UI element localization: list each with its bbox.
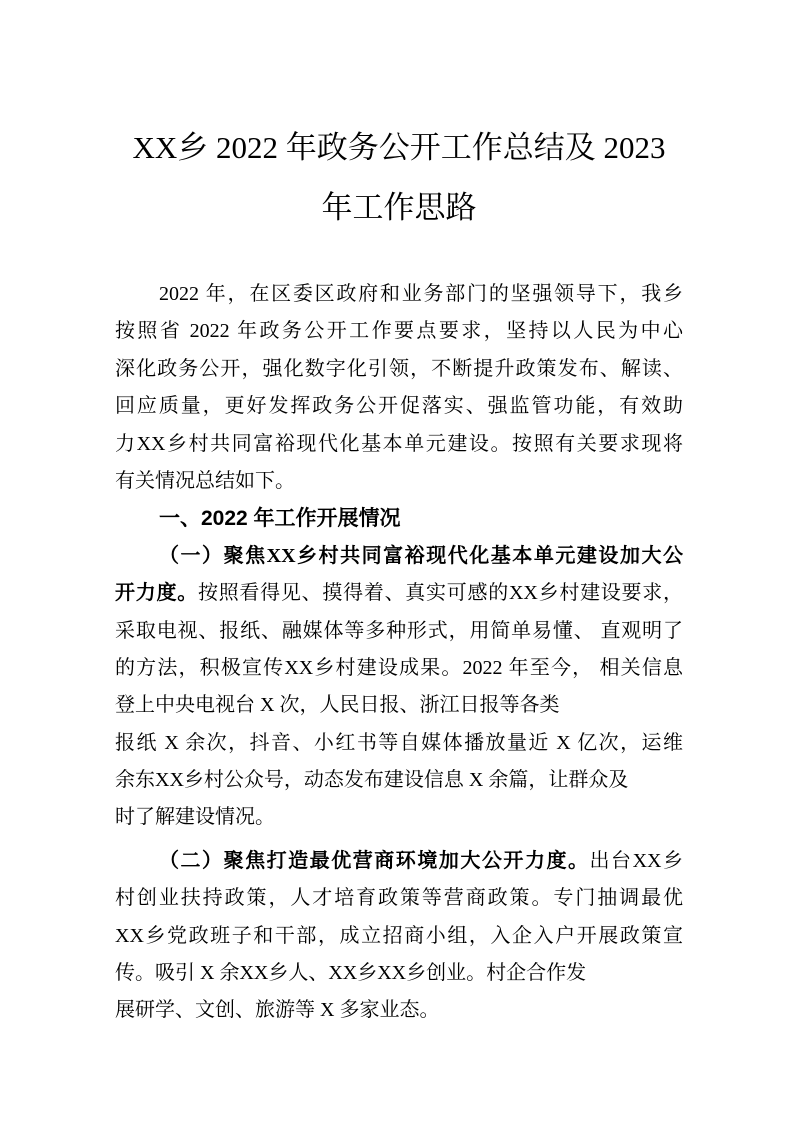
document-line — [115, 313, 683, 350]
text-segment: 登上中央电视台 X 次，人民日报、浙江日报等各类 — [115, 694, 560, 717]
text-segment: 展研学、文创、旅游等 X 多家业态。 — [115, 999, 440, 1022]
document-line — [115, 388, 683, 425]
text-segment: 深化政务公开，强化数字化引领，不断提升政策发布、解读、 — [115, 357, 683, 380]
text-segment: XX乡党政班子和干部，成立招商小组，入企入户开展政策宣 — [115, 924, 683, 947]
text-segment: 力XX乡村共同富裕现代化基本单元建设。按照有关要求现将 — [115, 432, 683, 455]
document-line — [115, 992, 683, 1029]
document-line — [115, 880, 683, 917]
document-line — [115, 687, 683, 724]
text-segment: （一）聚焦XX乡村共同富裕现代化基本单元建设加大公 — [159, 544, 683, 567]
text-segment: 出台XX乡 — [589, 849, 683, 872]
text-segment: 回应质量，更好发挥政务公开促落实、强监管功能，有效助 — [115, 395, 683, 418]
title-line: 年工作思路 — [321, 190, 477, 225]
document-line — [115, 575, 683, 612]
text-segment: 村创业扶持政策，人才培育政策等营商政策。专门抽调最优 — [115, 887, 683, 910]
text-segment: 有关情况总结如下。 — [115, 469, 295, 492]
document-line — [115, 918, 683, 955]
text-segment: 传。吸引 X 余XX乡人、XX乡XX乡创业。村企合作发 — [115, 962, 587, 985]
document-line — [115, 426, 683, 463]
document-line — [115, 843, 683, 880]
document-line — [115, 650, 683, 687]
section-heading — [115, 500, 683, 537]
title-line: XX乡 2022 年政务公开工作总结及 2023 — [132, 130, 666, 165]
text-segment: 开力度。 — [115, 582, 198, 605]
document-line — [115, 613, 683, 650]
document-line — [115, 725, 683, 762]
text-segment: 2022 年，在区委区政府和业务部门的坚强领导下，我乡 — [159, 283, 683, 305]
document-line — [115, 351, 683, 388]
text-segment: 一、2022 年工作开展情况 — [159, 507, 401, 531]
text-segment: 按照省 2022 年政务公开工作要点要求，坚持以人民为中心 — [115, 320, 683, 343]
text-segment: 按照看得见、摸得着、真实可感的XX乡村建设要求， — [197, 582, 683, 605]
document-body — [115, 276, 683, 1030]
document-line — [115, 955, 683, 992]
text-segment: 的方法，积极宣传XX乡村建设成果。2022 年至今， 相关信息 — [115, 656, 683, 679]
document-line — [115, 276, 683, 313]
document-line — [115, 538, 683, 575]
document-title — [115, 118, 683, 238]
document-line — [115, 799, 683, 836]
text-segment: （二）聚焦打造最优营商环境加大公开力度。 — [159, 849, 590, 872]
document-line — [115, 762, 683, 799]
document-line — [115, 463, 683, 500]
text-segment: 报纸 X 余次，抖音、小红书等自媒体播放量近 X 亿次，运维 — [115, 731, 683, 754]
text-segment: 采取电视、报纸、融媒体等多种形式，用简单易懂、 直观明了 — [115, 619, 683, 642]
text-segment: 时了解建设情况。 — [115, 806, 275, 829]
text-segment: 余东XX乡村公众号，动态发布建设信息 X 余篇，让群众及 — [115, 769, 629, 792]
